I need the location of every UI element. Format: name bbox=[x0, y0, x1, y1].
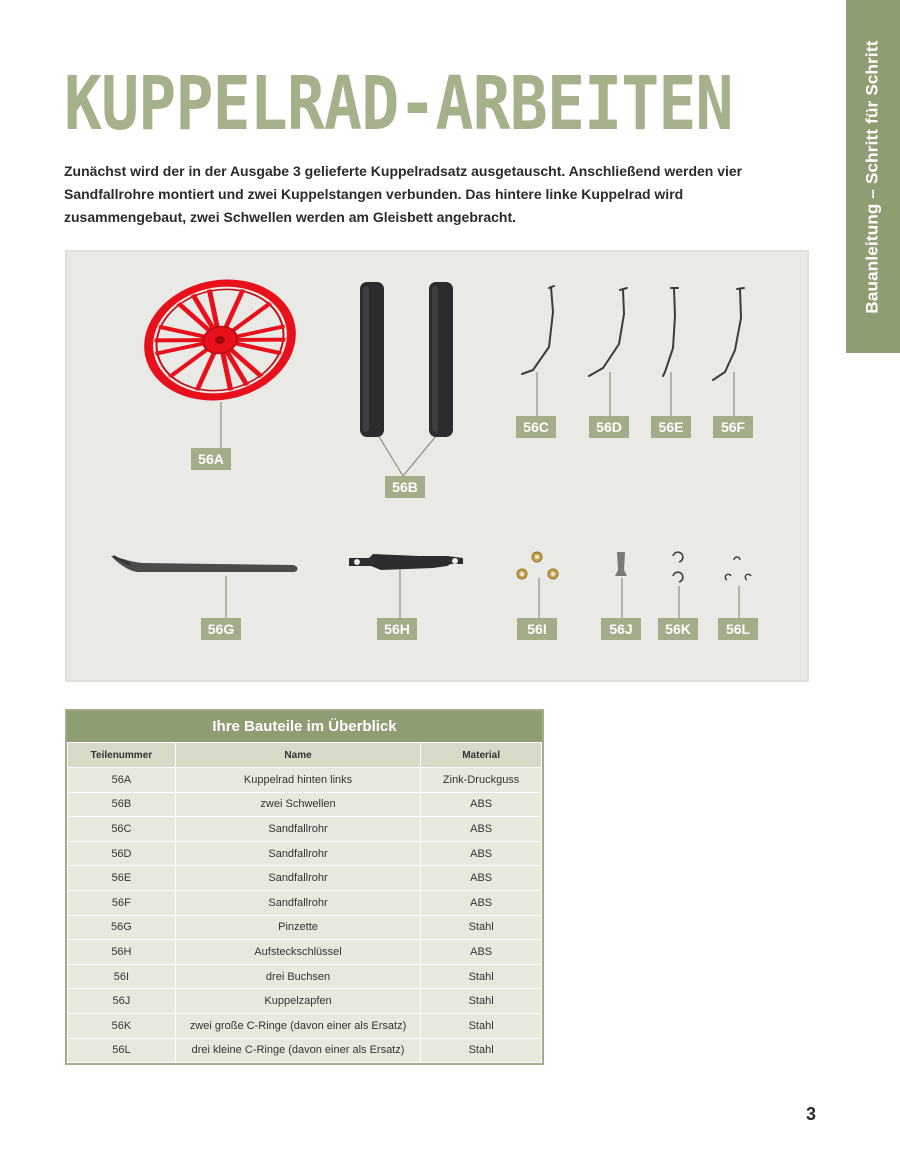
part-label-56F: 56F bbox=[713, 416, 753, 438]
part-label-56K: 56K bbox=[658, 618, 698, 640]
cell-material: ABS bbox=[421, 817, 542, 842]
table-row bbox=[68, 940, 542, 965]
cell-name: Sandfallrohr bbox=[175, 890, 420, 915]
sandpipe-56D bbox=[589, 290, 624, 376]
sandpipe-56C bbox=[522, 287, 553, 374]
cell-part-number: 56D bbox=[68, 841, 176, 866]
parts-overview-table bbox=[65, 709, 544, 1065]
cell-material: Stahl bbox=[421, 964, 542, 989]
part-label-56E: 56E bbox=[651, 416, 691, 438]
intro-paragraph: Zunächst wird der in der Ausgabe 3 gelieferte Kuppelradsatz ausgetauscht. Anschließend werden vier Sandfallrohre montiert und zwei Kuppelstangen verbunden. Das hintere linke Kuppelrad wird zusammengebaut, zwei Schwellen werden am Gleisbett angebracht. bbox=[64, 163, 743, 225]
cell-material: Stahl bbox=[421, 1038, 542, 1063]
part-label-56C: 56C bbox=[516, 416, 556, 438]
table-header-row bbox=[68, 743, 542, 768]
cell-part-number: 56I bbox=[68, 964, 176, 989]
cell-material: ABS bbox=[421, 841, 542, 866]
table-row bbox=[68, 768, 542, 793]
cell-name: zwei große C-Ringe (davon einer als Ersatz) bbox=[175, 1013, 420, 1038]
cell-part-number: 56H bbox=[68, 940, 176, 965]
cell-part-number: 56K bbox=[68, 1013, 176, 1038]
part-label-56I: 56I bbox=[517, 618, 557, 640]
cell-part-number: 56A bbox=[68, 768, 176, 793]
page-number: 3 bbox=[806, 1104, 817, 1124]
part-label-56J: 56J bbox=[601, 618, 641, 640]
leader-line-56B bbox=[375, 430, 403, 476]
cell-part-number: 56F bbox=[68, 890, 176, 915]
cell-name: drei Buchsen bbox=[175, 964, 420, 989]
column-header-name: Name bbox=[175, 743, 420, 768]
c-rings-56K bbox=[673, 552, 683, 582]
cell-part-number: 56B bbox=[68, 792, 176, 817]
cell-material: Stahl bbox=[421, 989, 542, 1014]
parts-photo bbox=[65, 250, 809, 682]
table-title: Ihre Bauteile im Überblick bbox=[67, 711, 542, 742]
cell-name: Sandfallrohr bbox=[175, 866, 420, 891]
chapter-side-tab-label: Bauanleitung – Schritt für Schritt bbox=[863, 39, 882, 314]
table-row bbox=[68, 989, 542, 1014]
table-row bbox=[68, 841, 542, 866]
cell-material: ABS bbox=[421, 866, 542, 891]
cell-material: Stahl bbox=[421, 915, 542, 940]
cell-material: ABS bbox=[421, 890, 542, 915]
cell-name: Kuppelzapfen bbox=[175, 989, 420, 1014]
cell-part-number: 56J bbox=[68, 989, 176, 1014]
cell-material: Zink-Druckguss bbox=[421, 768, 542, 793]
wrench-56H bbox=[349, 554, 463, 570]
cell-name: Aufsteckschlüssel bbox=[175, 940, 420, 965]
parts-illustration bbox=[67, 252, 807, 680]
cell-name: Kuppelrad hinten links bbox=[175, 768, 420, 793]
table-row bbox=[68, 964, 542, 989]
cell-material: Stahl bbox=[421, 1013, 542, 1038]
part-label-56L: 56L bbox=[718, 618, 758, 640]
table-row bbox=[68, 817, 542, 842]
cell-part-number: 56E bbox=[68, 866, 176, 891]
part-label-56G: 56G bbox=[201, 618, 241, 640]
table-row bbox=[68, 1013, 542, 1038]
table-row bbox=[68, 792, 542, 817]
table-row bbox=[68, 890, 542, 915]
cell-name: Sandfallrohr bbox=[175, 817, 420, 842]
cell-material: ABS bbox=[421, 792, 542, 817]
cell-material: ABS bbox=[421, 940, 542, 965]
column-header-material: Material bbox=[421, 743, 542, 768]
c-rings-56L bbox=[725, 557, 751, 580]
table-row bbox=[68, 915, 542, 940]
table-row bbox=[68, 1038, 542, 1063]
cell-name: Sandfallrohr bbox=[175, 841, 420, 866]
sandpipe-56F bbox=[713, 289, 741, 380]
part-label-56D: 56D bbox=[589, 416, 629, 438]
cell-name: zwei Schwellen bbox=[175, 792, 420, 817]
part-label-56A: 56A bbox=[191, 448, 231, 470]
sandpipe-56E bbox=[663, 288, 675, 376]
pin-56J bbox=[615, 552, 627, 576]
part-label-56B: 56B bbox=[385, 476, 425, 498]
wheel-56A bbox=[138, 270, 302, 410]
table-row bbox=[68, 866, 542, 891]
page-title: KUPPELRAD-ARBEITEN bbox=[64, 61, 733, 147]
cell-part-number: 56C bbox=[68, 817, 176, 842]
cell-part-number: 56L bbox=[68, 1038, 176, 1063]
tweezers-56G bbox=[111, 556, 298, 572]
part-label-56H: 56H bbox=[377, 618, 417, 640]
cell-name: drei kleine C-Ringe (davon einer als Ersatz) bbox=[175, 1038, 420, 1063]
cell-name: Pinzette bbox=[175, 915, 420, 940]
cell-part-number: 56G bbox=[68, 915, 176, 940]
column-header-part-number: Teilenummer bbox=[68, 743, 176, 768]
chapter-side-tab bbox=[846, 0, 900, 353]
